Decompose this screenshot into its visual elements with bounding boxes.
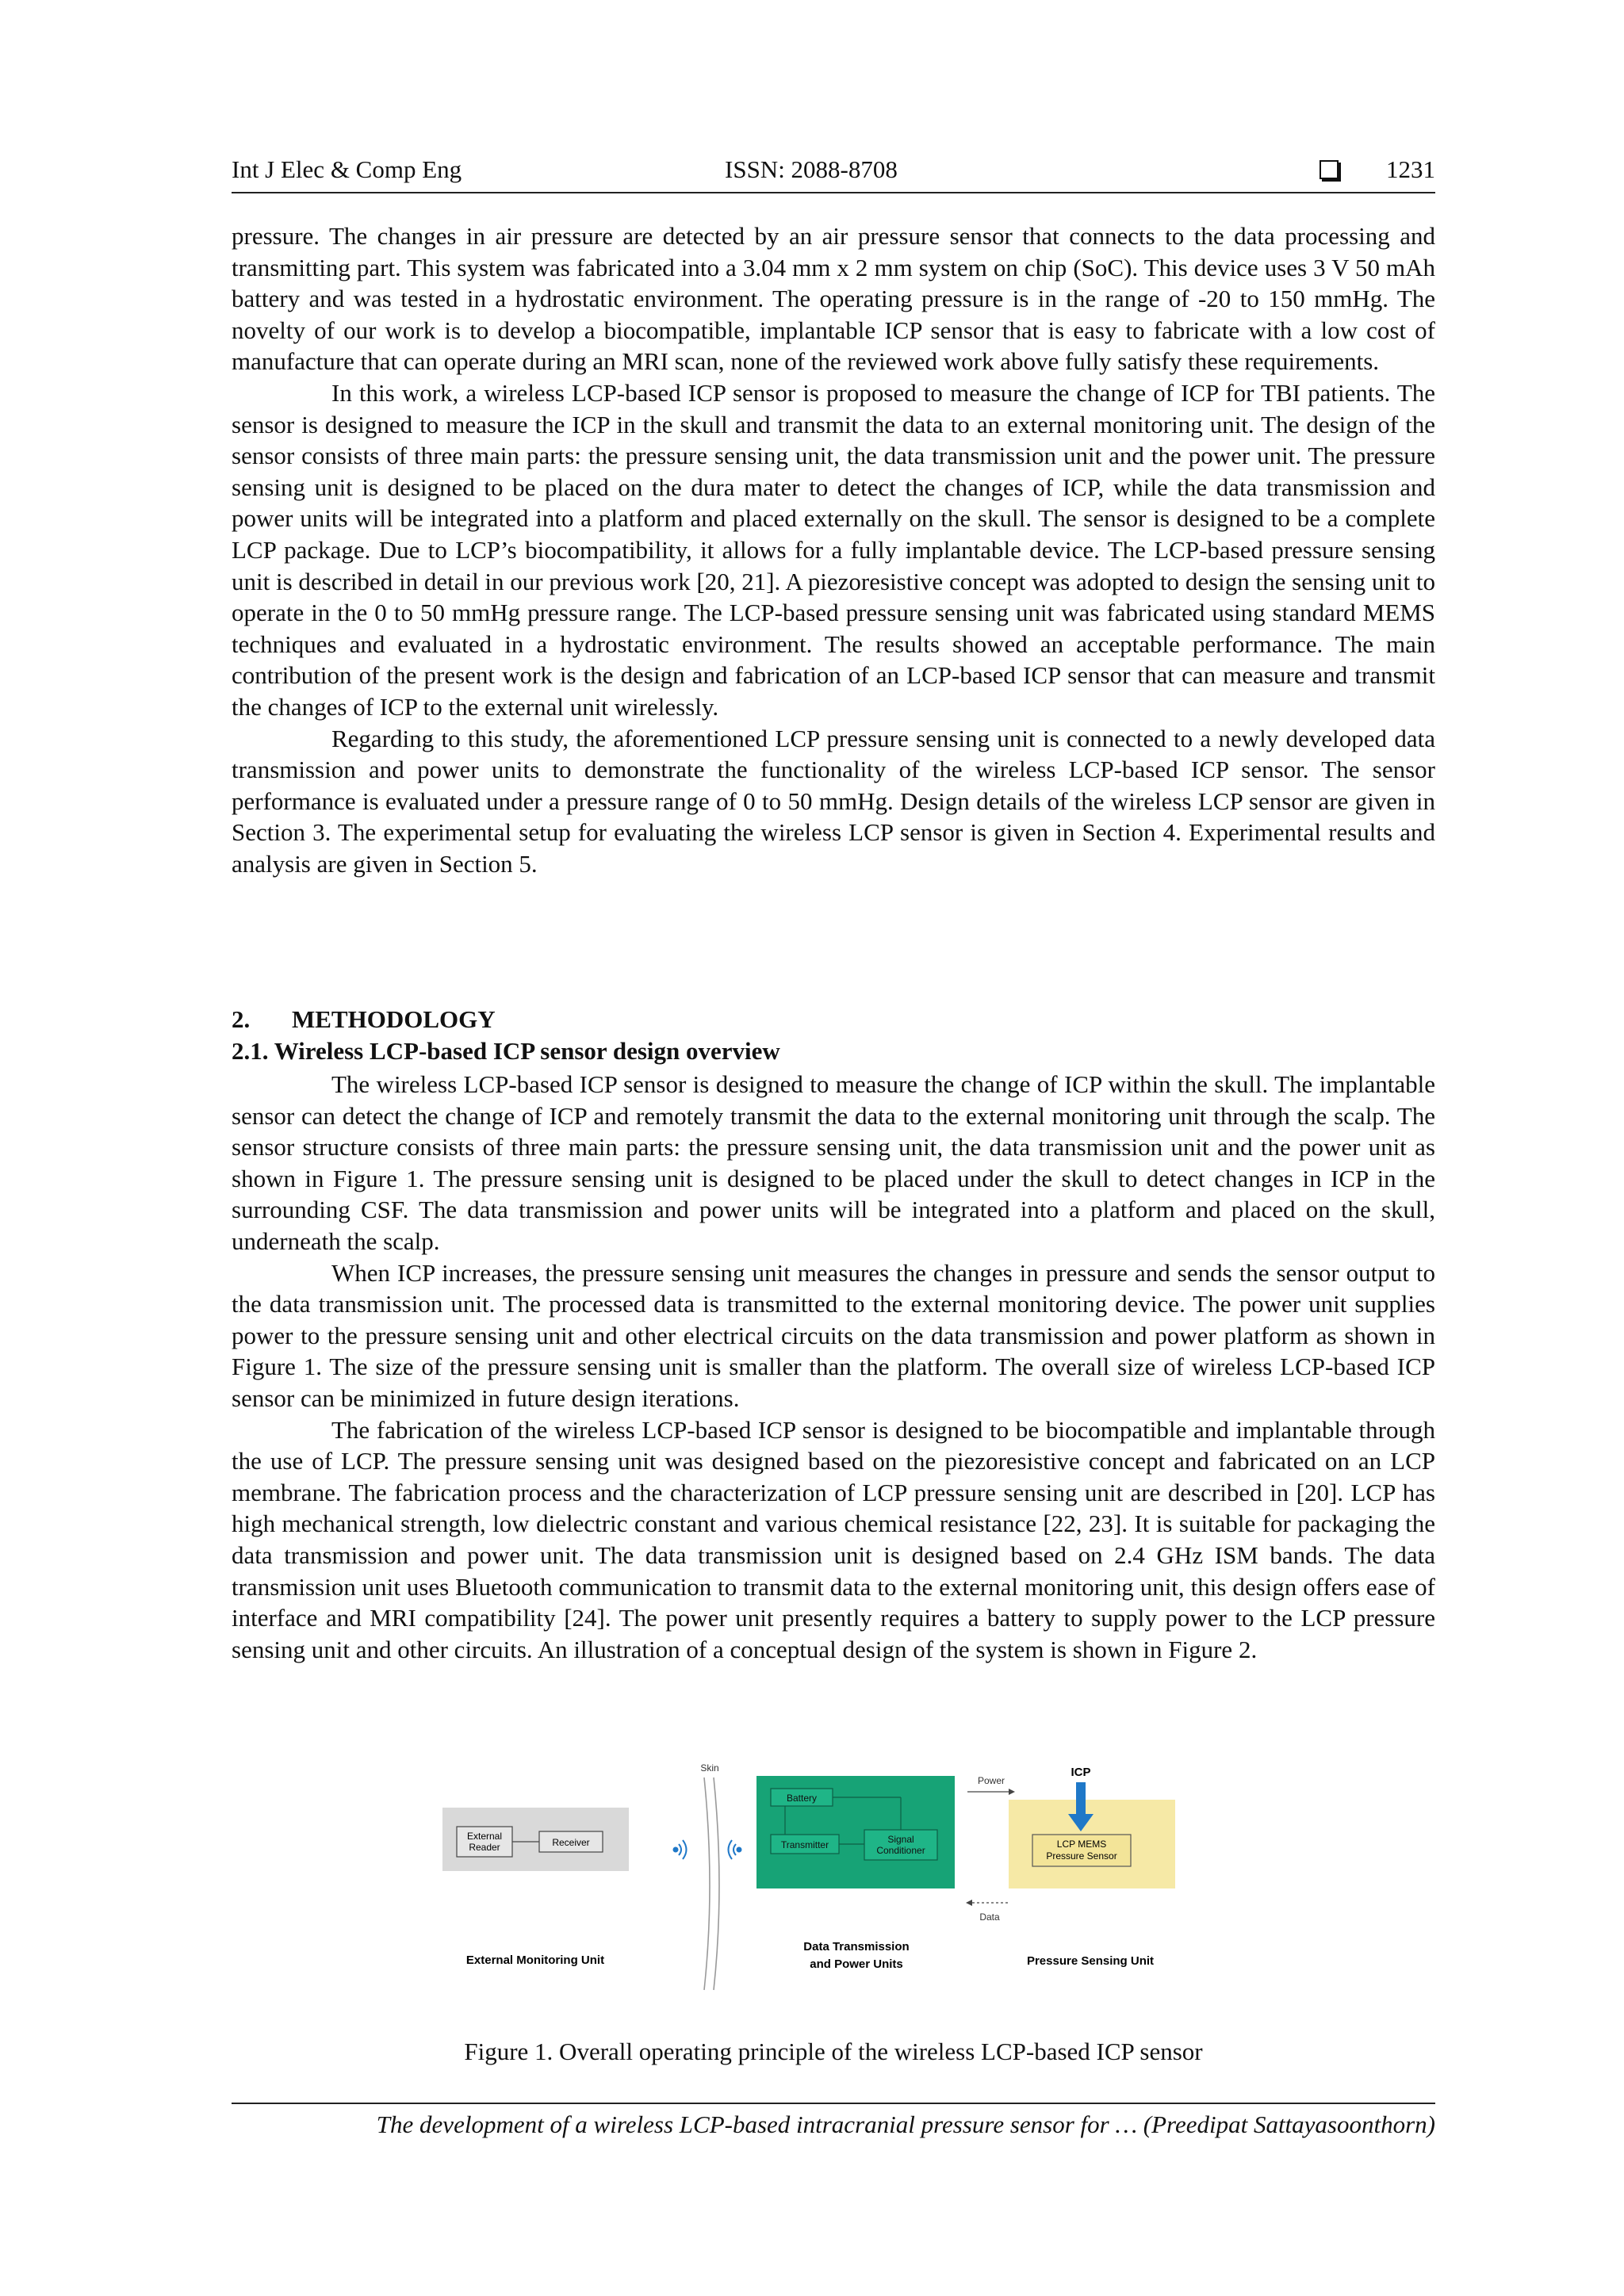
- mems-sensor-label: Pressure Sensor: [1046, 1850, 1117, 1862]
- paragraph: When ICP increases, the pressure sensing unit measures the changes in pressure and sends the sensor output to the data transmission unit. The processed data is transmitted to the external monitoring device. The power unit supplies power to the pressure sensing unit and other electrical circuits on the data transmission and power platform as shown in Figure 1. The size of the pressure sensing unit is smaller than the platform. The overall size of wireless LCP-based ICP sensor can be minimized in future design iterations.: [232, 1258, 1435, 1412]
- skin-line: [714, 1777, 719, 1990]
- power-label: Power: [977, 1775, 1005, 1786]
- running-footer: The development of a wireless LCP-based intracranial pressure sensor for … (Preedipat Sattayasoonthorn): [232, 2103, 1435, 2139]
- system-diagram: [436, 1760, 1182, 1998]
- paragraph: pressure. The changes in air pressure are detected by an air pressure sensor that connects to the data processing and transmitting part. This system was fabricated into a 3.04 mm x 2 mm system on chip (SoC). This device uses 3 V 50 mAh battery and was tested in a hydrostatic environment. The operating pressure is in the range of -20 to 150 mmHg. The novelty of our work is to develop a biocompatible, implantable ICP sensor that is easy to fabricate with a low cost of manufacture that can operate during an MRI scan, none of the reviewed work above fully satisfy these requirements.: [232, 222, 1435, 376]
- wireless-signal-icon: [674, 1840, 687, 1859]
- icp-label: ICP: [1071, 1766, 1091, 1779]
- signal-conditioner-label: Signal: [887, 1834, 914, 1845]
- methodology-text: [232, 1069, 1435, 1665]
- transmitter-label: Transmitter: [780, 1839, 829, 1850]
- paragraph: The fabrication of the wireless LCP-based ICP sensor is designed to be biocompatible and implantable through the use of LCP. The pressure sensing unit was designed based on the piezoresistive concept and fabricated on an LCP membrane. The fabrication process and the characterization of LCP pressure sensing unit are described in [20]. LCP has high mechanical strength, low dielectric constant and various chemical resistance [22, 23]. It is suitable for packaging the data transmission and power unit. The data transmission unit is designed based on 2.4 GHz ISM bands. The data transmission unit uses Bluetooth communication to transmit data to the external monitoring unit, this design offers ease of interface and MRI compatibility [24]. The power unit presently requires a battery to supply power to the LCP pressure sensing unit and other circuits. An illustration of a conceptual design of the system is shown in Figure 2.: [232, 1415, 1435, 1663]
- page-number: 1231: [1386, 155, 1435, 183]
- external-unit-label: External Monitoring Unit: [465, 1954, 605, 1967]
- intro-text: [232, 220, 1435, 879]
- paragraph: The wireless LCP-based ICP sensor is designed to measure the change of ICP within the skull. The implantable sensor can detect the change of ICP and remotely transmit the data to the external monitoring unit through the scalp. The sensor structure consists of three main parts: the pressure sensing unit, the data transmission unit and the power unit as shown in Figure 1. The pressure sensing unit is designed to be placed under the skull to detect changes in ICP in the surrounding CSF. The data transmission and power units will be integrated into a platform and placed on the skull, underneath the scalp.: [232, 1070, 1435, 1255]
- signal-conditioner-label: Conditioner: [876, 1845, 925, 1856]
- section-heading: [232, 1005, 496, 1034]
- running-header: [232, 155, 1435, 193]
- wireless-signal-icon: [729, 1840, 741, 1859]
- platform-label: and Power Units: [810, 1957, 903, 1971]
- data-label: Data: [979, 1911, 1000, 1923]
- subsection-heading: 2.1. Wireless LCP-based ICP sensor design overview: [232, 1037, 780, 1065]
- paragraph: In this work, a wireless LCP-based ICP sensor is proposed to measure the change of ICP for TBI patients. The sensor is designed to measure the ICP in the skull and transmit the data to an external monitoring unit. The design of the sensor consists of three main parts: the pressure sensing unit, the data transmission unit and the power unit. The pressure sensing unit is designed to be placed on the dura mater to detect the changes of ICP, while the data transmission and power units will be integrated into a platform and placed externally on the skull. The sensor is designed to be a complete LCP package. Due to LCP’s biocompatibility, it allows for a fully implantable device. The LCP-based pressure sensing unit is described in detail in our previous work [20, 21]. A piezoresistive concept was adopted to design the sensing unit to operate in the 0 to 50 mmHg pressure range. The LCP-based pressure sensing unit was fabricated using standard MEMS techniques and evaluated in a hydrostatic environment. The results showed an acceptable performance. The main contribution of the present work is the design and fabrication of an LCP-based ICP sensor that can measure and transmit the changes of ICP to the external unit wirelessly.: [232, 378, 1435, 721]
- platform-label: Data Transmission: [803, 1940, 910, 1954]
- icp-arrow-shaft: [1076, 1782, 1086, 1816]
- paragraph: Regarding to this study, the aforementioned LCP pressure sensing unit is connected to a newly developed data transmission and power units to demonstrate the functionality of the wireless LCP-based ICP sensor. The sensor performance is evaluated under a pressure range of 0 to 50 mmHg. Design details of the wireless LCP sensor are given in Section 3. The experimental setup for evaluating the wireless LCP sensor is given in Section 4. Experimental results and analysis are given in Section 5.: [232, 724, 1435, 878]
- square-bullet-icon: [1320, 160, 1339, 179]
- data-arrowhead: [966, 1900, 972, 1906]
- receiver-label: Receiver: [552, 1837, 590, 1848]
- mems-sensor-label: LCP MEMS: [1056, 1839, 1107, 1850]
- issn: ISSN: 2088-8708: [725, 155, 898, 183]
- figure-caption: Figure 1. Overall operating principle of the wireless LCP-based ICP sensor: [464, 2038, 1203, 2065]
- page-number-group: [1320, 155, 1435, 184]
- power-arrowhead: [1009, 1789, 1015, 1795]
- skin-line: [704, 1777, 710, 1990]
- section-title: METHODOLOGY: [292, 1005, 496, 1033]
- external-reader-label: Reader: [469, 1842, 500, 1853]
- section-number: 2.: [232, 1005, 251, 1033]
- journal-name: Int J Elec & Comp Eng: [232, 155, 462, 183]
- battery-label: Battery: [786, 1793, 818, 1804]
- external-reader-label: External: [466, 1831, 503, 1842]
- sensor-unit-label: Pressure Sensing Unit: [1026, 1954, 1155, 1968]
- figure-1: [436, 1760, 1182, 1998]
- skin-label: Skin: [700, 1762, 719, 1774]
